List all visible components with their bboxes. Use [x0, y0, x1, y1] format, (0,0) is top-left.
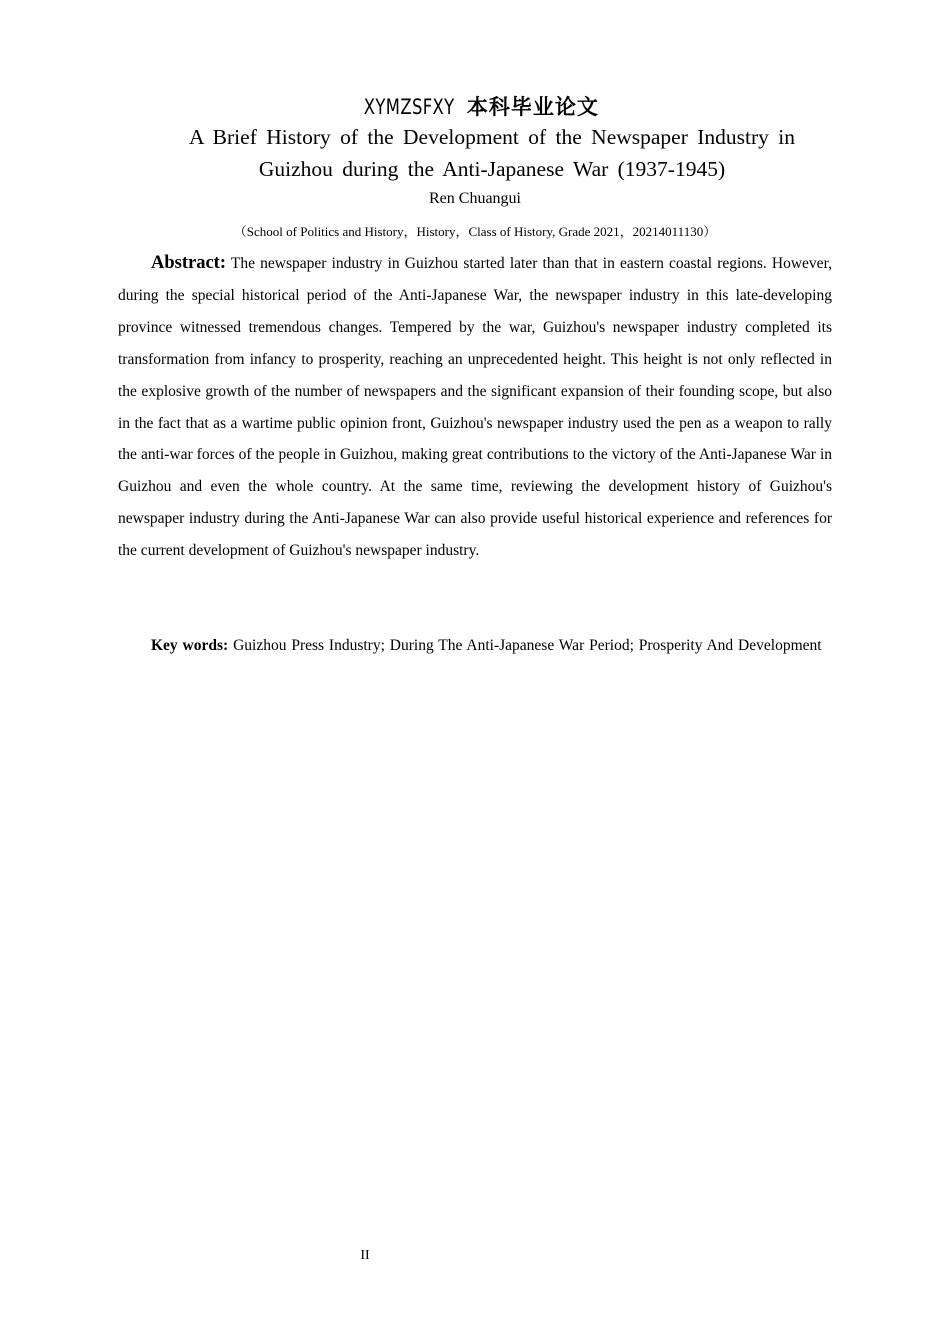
- header-code: XYMZSFXY: [363, 95, 455, 119]
- page-number: II: [360, 1248, 370, 1263]
- paper-title: A Brief History of the Development of the Newspaper Industry in Guizhou during the Anti-Japanese War (1937-1945): [188, 125, 796, 181]
- author-name: Ren Chuangui: [429, 190, 521, 207]
- keywords-text: Guizhou Press Industry; During The Anti-Japanese War Period; Prosperity And Development: [233, 637, 822, 654]
- abstract-paragraph: [118, 248, 832, 567]
- thesis-header: [0, 92, 950, 122]
- keywords-paragraph: [118, 630, 832, 662]
- abstract-text: The newspaper industry in Guizhou started later than that in eastern coastal regions. However, during the special historical period of the Anti-Japanese War, the newspaper industry in this late-developing province witnessed tremendous changes. Tempered by the war, Guizhou's newspaper industry completed its transformation from infancy to prosperity, reaching an unprecedented height. This height is not only reflected in the explosive growth of the number of newspapers and the significant expansion of their founding scope, but also in the fact that as a wartime public opinion front, Guizhou's newspaper industry used the pen as a weapon to rally the anti-war forces of the people in Guizhou, making great contributions to the victory of the Anti-Japanese War in Guizhou and even the whole country. At the same time, reviewing the development history of Guizhou's newspaper industry during the Anti-Japanese War can also provide useful historical experience and references for the current development of Guizhou's newspaper industry.: [118, 255, 832, 560]
- header-label: 本科毕业论文: [466, 94, 599, 119]
- author-affiliation: （School of Politics and History，History，Class of History, Grade 2021，20214011130）: [233, 224, 717, 239]
- abstract-label: Abstract:: [151, 253, 227, 273]
- keywords-label: Key words:: [151, 637, 229, 654]
